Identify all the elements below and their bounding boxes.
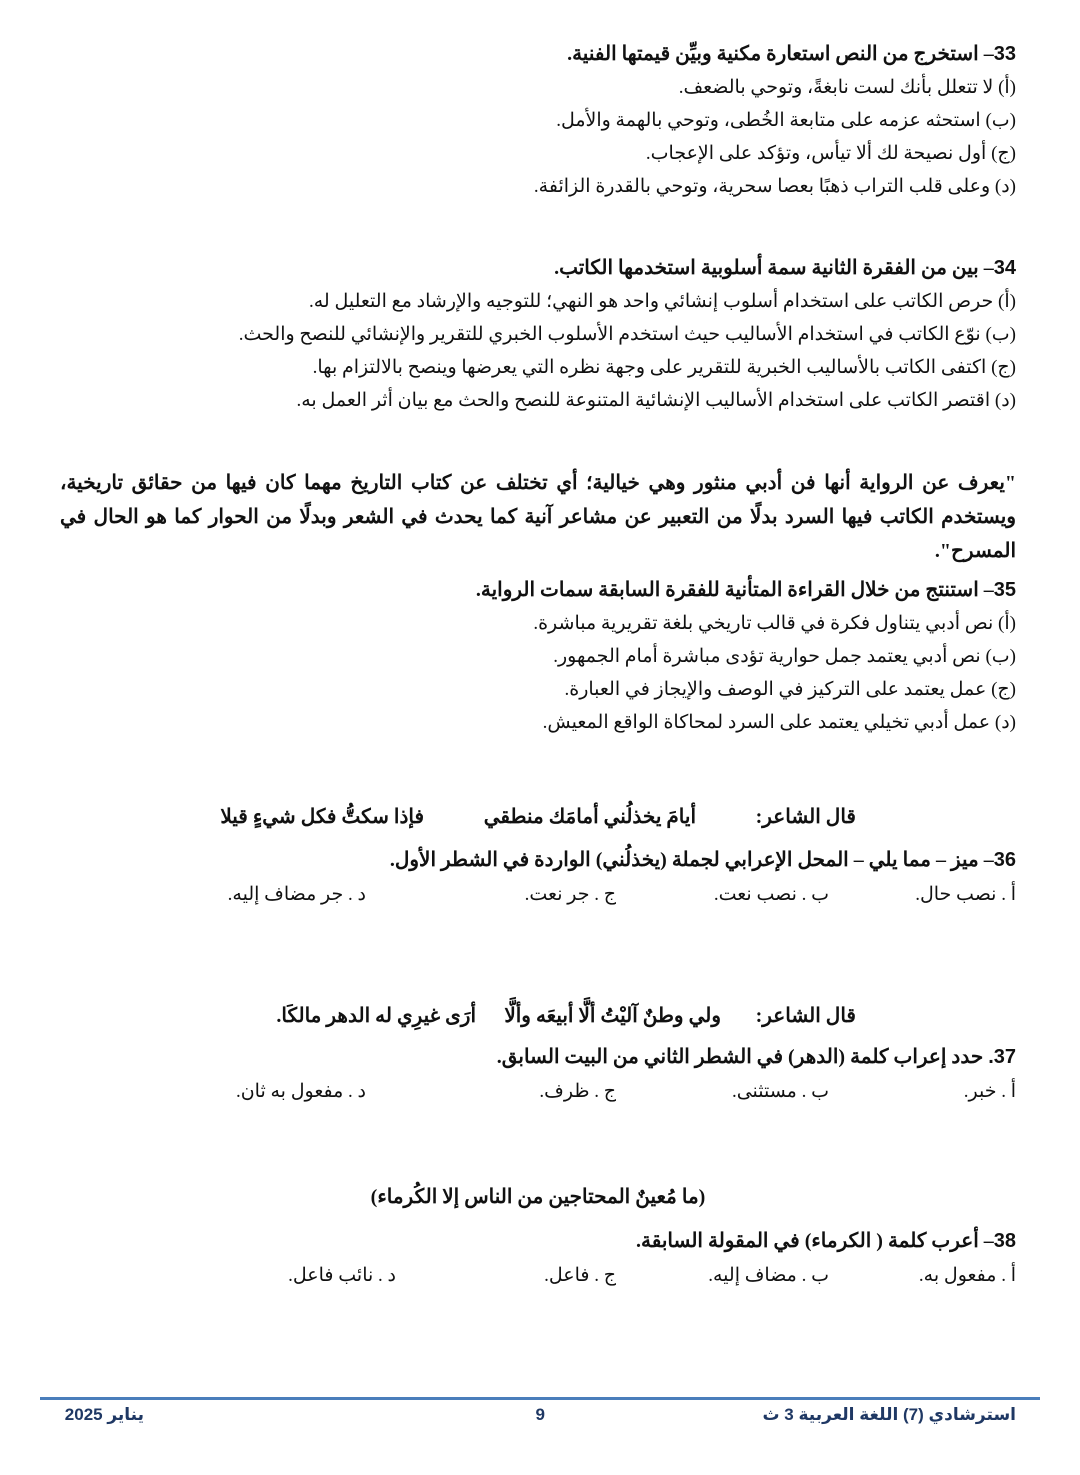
question-title	[60, 843, 1016, 877]
question-38	[60, 1224, 1016, 1294]
option-a[interactable]: (أ) نص أدبي يتناول فكرة في قالب تاريخي بلغة تقريرية مباشرة.	[533, 613, 1016, 634]
question-number: 38	[993, 1230, 1016, 1252]
question-35	[60, 573, 1016, 739]
page-footer	[0, 1401, 1080, 1431]
option-b[interactable]: (ب) استحثه عزمه على متابعة الخُطى، وتوحي بالهمة والأمل.	[556, 110, 1016, 131]
options-row	[60, 1074, 1016, 1110]
option-b[interactable]: (ب) نص أدبي يعتمد جمل حوارية تؤدى مباشرة أمام الجمهور.	[553, 646, 1016, 667]
verse-intro: قال الشاعر:	[755, 1005, 856, 1027]
option-c[interactable]: (ج) عمل يعتمد على التركيز في الوصف والإيجاز في العبارة.	[564, 679, 1016, 700]
poetry-verse-37	[60, 999, 1016, 1033]
options-row	[60, 1258, 1016, 1294]
question-title	[60, 1224, 1016, 1258]
option-b[interactable]: ب . نصب نعت.	[713, 884, 829, 905]
footer-exam-title: استرشادي (7) اللغة العربية 3 ث	[762, 1405, 1016, 1424]
question-text: – بين من الفقرة الثانية سمة أسلوبية استخدمها الكاتب.	[554, 257, 994, 279]
question-37	[60, 1040, 1016, 1110]
option-a[interactable]: أ . نصب حال.	[915, 884, 1016, 905]
verse-first-hemistich: أيامَ يخذلُني أمامَك منطقي	[483, 806, 696, 828]
option-c[interactable]: ج . فاعل.	[544, 1265, 616, 1286]
footer-divider	[40, 1397, 1040, 1400]
question-text: – أعرب كلمة ( الكرماء) في المقولة السابقة.	[636, 1230, 994, 1252]
option-b[interactable]: ب . مستثنى.	[731, 1081, 829, 1102]
option-a[interactable]: أ . مفعول به.	[918, 1265, 1016, 1286]
question-text: – ميز – مما يلي – المحل الإعرابي لجملة (يخذلُني) الواردة في الشطر الأول.	[389, 849, 994, 871]
option-d[interactable]: (د) عمل أدبي تخيلي يعتمد على السرد لمحاكاة الواقع المعيش.	[542, 712, 1016, 733]
question-title	[60, 37, 1016, 71]
question-33	[60, 37, 1016, 203]
saying-text: (ما مُعينٌ المحتاجين من الناس إلا الكُرماء)	[370, 1186, 706, 1208]
question-number: 35	[993, 579, 1016, 601]
footer-date: يناير 2025	[64, 1405, 144, 1424]
option-b[interactable]: (ب) نوّع الكاتب في استخدام الأساليب حيث استخدم الأسلوب الخبري للتقرير والإنشائي للنصح والحث.	[238, 324, 1016, 345]
question-number: 33	[993, 43, 1016, 65]
question-34	[60, 251, 1016, 417]
poetry-verse-36	[60, 800, 1016, 834]
option-a[interactable]: (أ) لا تتعلل بأنك لست نابغةً، وتوحي بالضعف.	[678, 77, 1016, 98]
verse-second-hemistich: أرَى غيرِي له الدهر مالكَا.	[276, 1005, 476, 1027]
option-b[interactable]: ب . مضاف إليه.	[708, 1265, 829, 1286]
question-text: حدد إعراب كلمة (الدهر) في الشطر الثاني من البيت السابق.	[496, 1046, 989, 1068]
option-a[interactable]: (أ) حرص الكاتب على استخدام أسلوب إنشائي واحد هو النهي؛ للتوجيه والإرشاد مع التعليل له.	[309, 291, 1016, 312]
page-number: 9	[535, 1405, 545, 1424]
option-c[interactable]: (ج) أول نصيحة لك ألا تيأس، وتؤكد على الإعجاب.	[645, 143, 1016, 164]
question-text: – استخرج من النص استعارة مكنية وبيِّن قيمتها الفنية.	[567, 43, 994, 65]
option-d[interactable]: (د) وعلى قلب التراب ذهبًا بعصا سحرية، وتوحي بالقدرة الزائفة.	[533, 176, 1016, 197]
saying-38	[60, 1180, 1016, 1214]
reading-passage	[60, 466, 1016, 568]
verse-intro: قال الشاعر:	[755, 806, 856, 828]
option-d[interactable]: د . جر مضاف إليه.	[227, 884, 366, 905]
option-d[interactable]: د . مفعول به ثان.	[235, 1081, 366, 1102]
question-text: – استنتج من خلال القراءة المتأنية للفقرة السابقة سمات الرواية.	[475, 579, 994, 601]
option-c[interactable]: (ج) اكتفى الكاتب بالأساليب الخبرية للتقرير على وجهة نظره التي يعرضها وينصح بالالتزام بها.	[312, 357, 1016, 378]
verse-second-hemistich: فإذا سكتُّ فكل شيءٍ قيلا	[220, 806, 424, 828]
question-number: 34	[993, 257, 1016, 279]
options-row	[60, 877, 1016, 913]
question-title	[60, 1040, 1016, 1074]
question-number: 37.	[988, 1046, 1016, 1068]
question-36	[60, 843, 1016, 913]
option-d[interactable]: د . نائب فاعل.	[288, 1265, 396, 1286]
option-d[interactable]: (د) اقتصر الكاتب على استخدام الأساليب الإنشائية المتنوعة للنصح والحث مع بيان أثر العمل به.	[296, 390, 1016, 411]
passage-text: "يعرف عن الرواية أنها فن أدبي منثور وهي خيالية؛ أي تختلف عن كتاب التاريخ مهما كان فيها من حقائق تاريخية، ويستخدم الكاتب فيها السرد بدلًا من التعبير عن مشاعر آنية كما يحدث في الشعر وبدلًا من الحوار كما هو الحال في المسرح".	[60, 472, 1016, 562]
option-c[interactable]: ج . جر نعت.	[524, 884, 616, 905]
question-number: 36	[993, 849, 1016, 871]
question-title	[60, 573, 1016, 607]
question-title	[60, 251, 1016, 285]
option-a[interactable]: أ . خبر.	[963, 1081, 1016, 1102]
verse-first-hemistich: ولي وطنٌ آليْتُ ألَّا أبيعَه وألَّا	[504, 1005, 721, 1027]
option-c[interactable]: ج . ظرف.	[539, 1081, 616, 1102]
